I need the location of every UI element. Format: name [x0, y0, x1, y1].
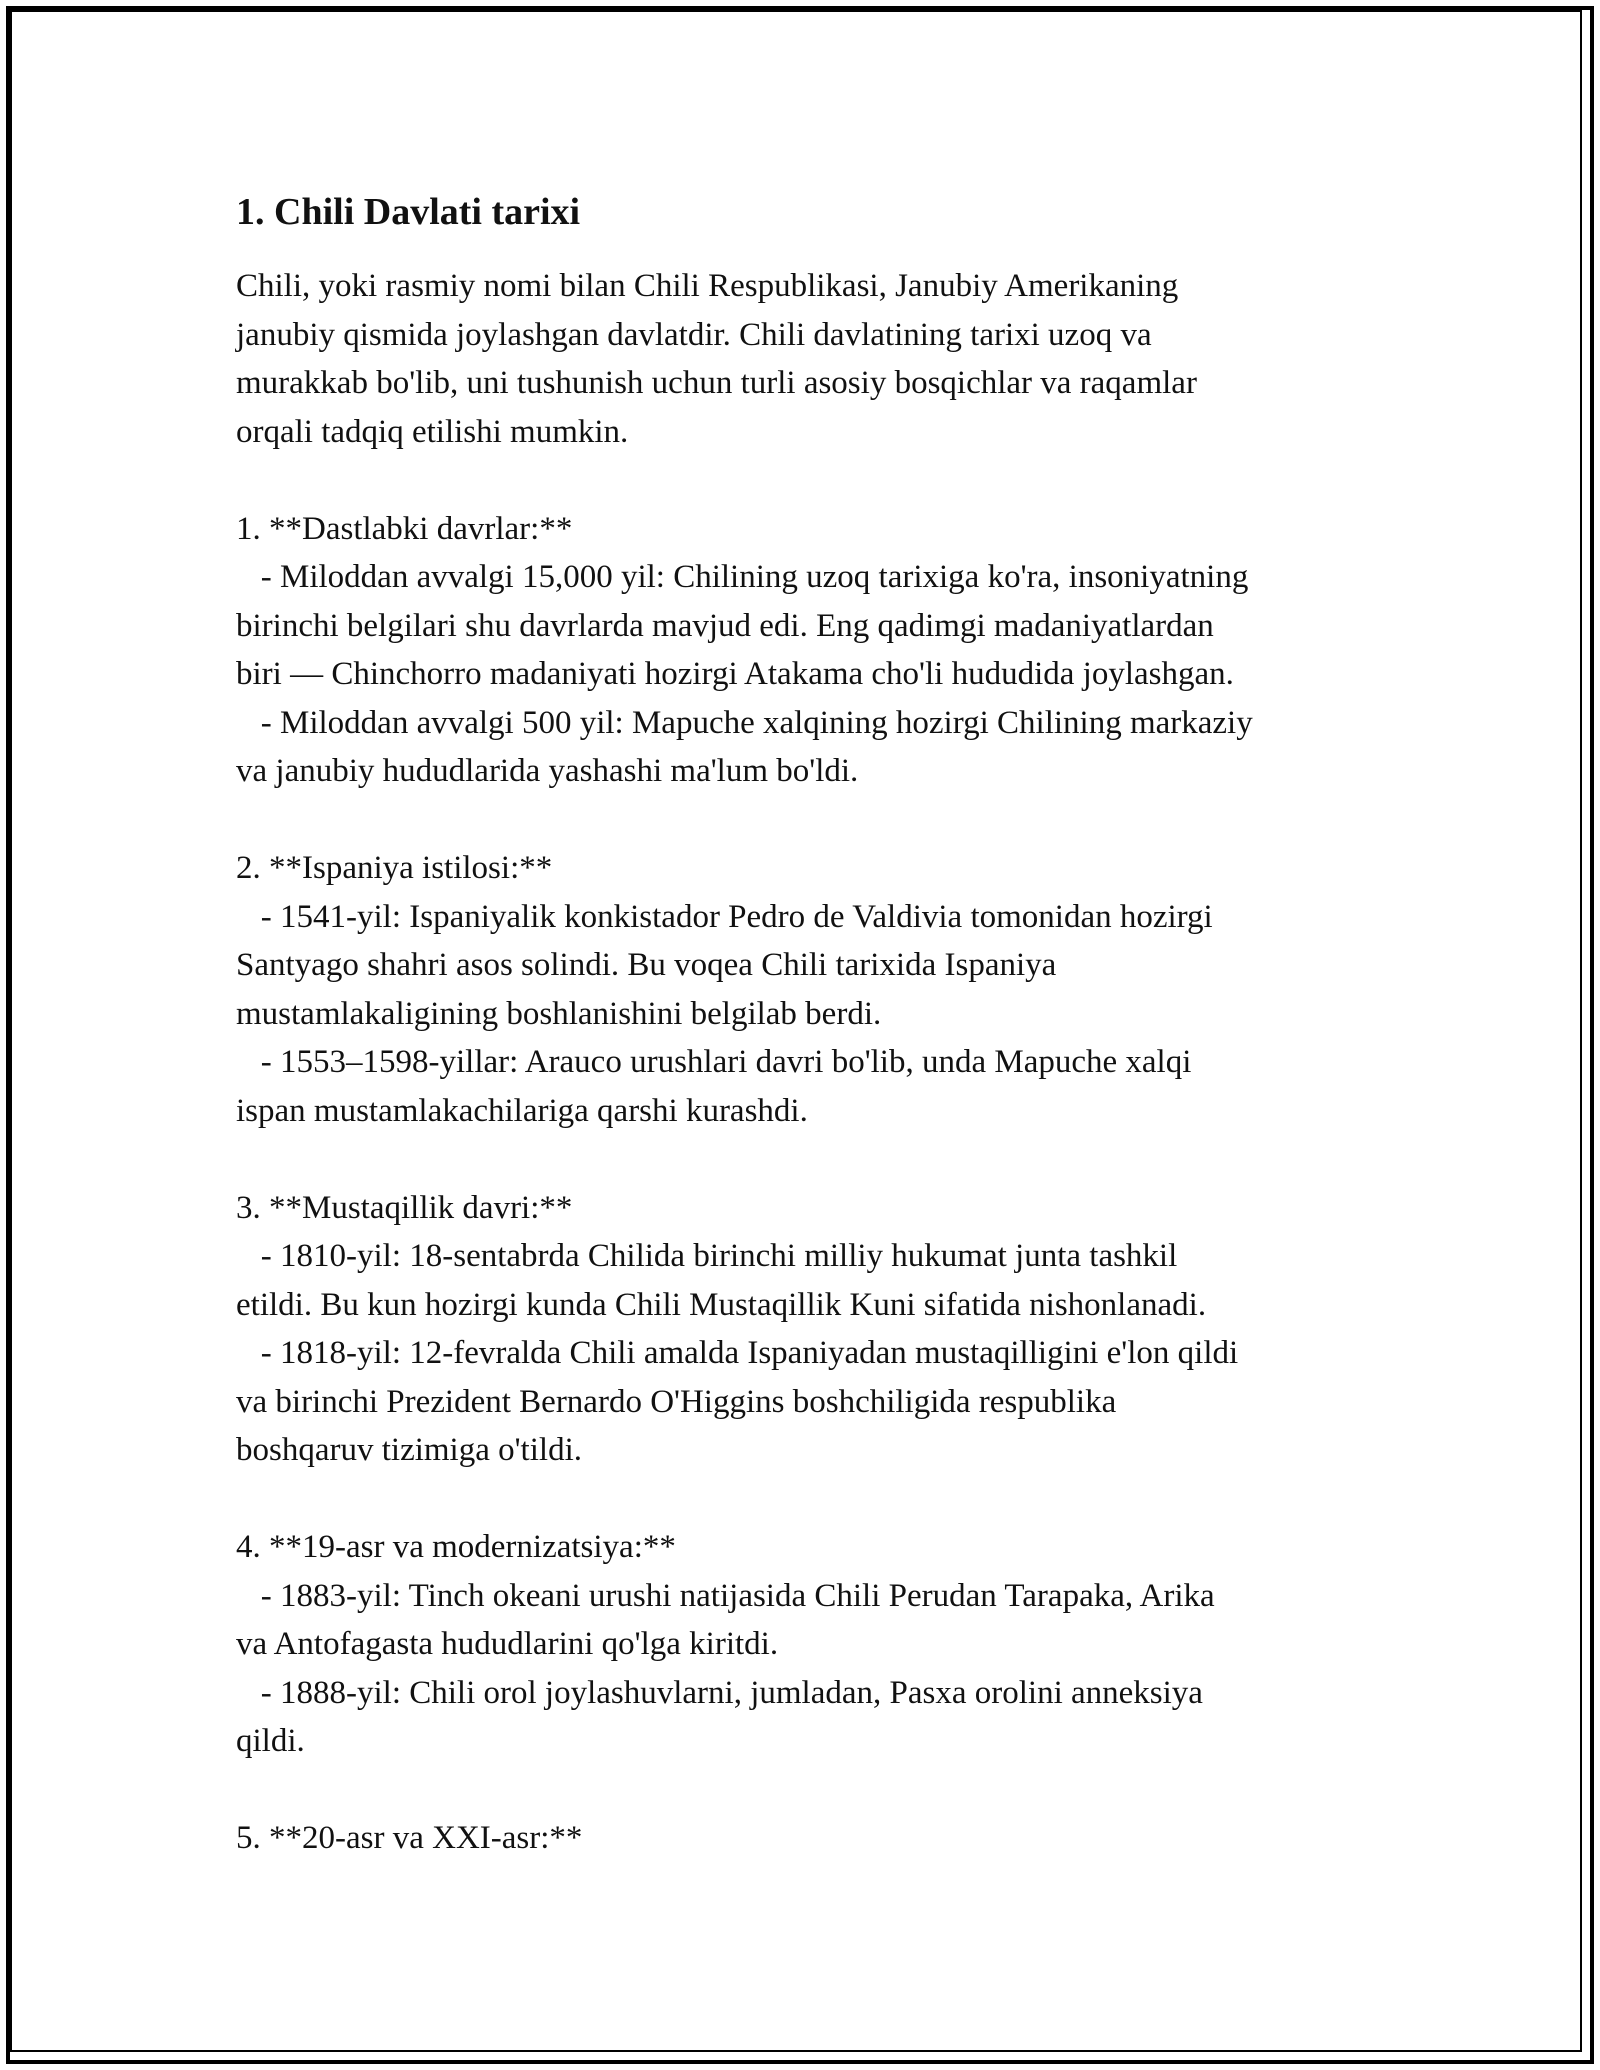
document-title: 1. Chili Davlati tarixi [236, 191, 581, 233]
document-body: Chili, yoki rasmiy nomi bilan Chili Respublikasi, Janubiy Amerikaning janubiy qismida joylashgan davlatdir. Chili davlatining tarixi uzoq va murakkab bo'lib, uni tushunish uchun turli asosiy bosqichlar va raqamlar orqali tadqiq etilishi mumkin. 1. **Dastlabki davrlar:** - Miloddan avvalgi 15,000 yil: Chilining uzoq tarixiga ko'ra, insoniyatning birinchi belgilari shu davrlarda mavjud edi. Eng qadimgi madaniyatlardan biri — Chinchorro madaniyati hozirgi Atakama cho'li hududida joylashgan. - Miloddan avvalgi 500 yil: Mapuche xalqining hozirgi Chilining markaziy va janubiy hududlarida yashashi ma'lum bo'ldi. 2. **Ispaniya istilosi:** - 1541-yil: Ispaniyalik konkistador Pedro de Valdivia tomonidan hozirgi Santyago shahri asos solindi. Bu voqea Chili tarixida Ispaniya mustamlakaligining boshlanishini belgilab berdi. - 1553–1598-yillar: Arauco urushlari davri bo'lib, unda Mapuche xalqi ispan mustamlakachilariga qarshi kurashdi. 3. **Mustaqillik davri:** - 1810-yil: 18-sentabrda Chilida birinchi milliy hukumat junta tashkil etildi. Bu kun hozirgi kunda Chili Mustaqillik Kuni sifatida nishonlanadi. - 1818-yil: 12-fevralda Chili amalda Ispaniyadan mustaqilligini e'lon qildi va birinchi Prezident Bernardo O'Higgins boshchiligida respublika boshqaruv tizimiga o'tildi. 4. **19-asr va modernizatsiya:** - 1883-yil: Tinch okeani urushi natijasida Chili Perudan Tarapaka, Arika va Antofagasta hududlarini qo'lga kiritdi. - 1888-yil: Chili orol joylashuvlarni, jumladan, Pasxa orolini anneksiya qildi. 5. **20-asr va XXI-asr:** [236, 268, 1253, 1856]
document-page [236, 188, 1416, 1863]
